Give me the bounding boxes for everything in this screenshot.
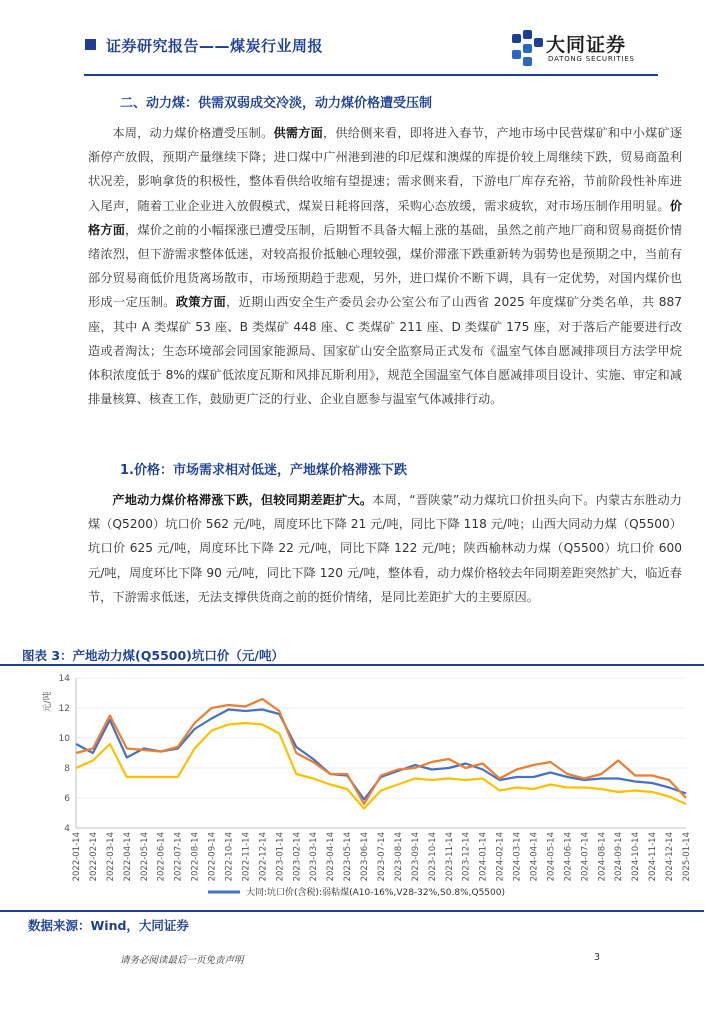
x-tick-label: 2022-03-14 xyxy=(105,832,116,882)
x-tick-label: 2024-07-14 xyxy=(580,832,591,882)
x-tick-label: 2025-01-14 xyxy=(682,832,692,882)
figure-source: 数据来源：Wind，大同证券 xyxy=(28,918,189,933)
x-tick-label: 2022-07-14 xyxy=(173,832,184,882)
x-tick-label: 2024-06-14 xyxy=(563,832,574,882)
x-tick-label: 2024-04-14 xyxy=(529,832,540,882)
chart-y-ticks xyxy=(59,674,71,834)
figure-title: 图表 3：产地动力煤(Q5500)坑口价（元/吨） xyxy=(22,648,284,663)
x-tick-label: 2022-08-14 xyxy=(190,832,201,882)
x-tick-label: 2024-02-14 xyxy=(495,832,506,882)
x-tick-label: 2023-08-14 xyxy=(393,832,404,882)
x-tick-label: 2022-09-14 xyxy=(207,832,218,882)
para1-text-3: ，煤价之前的小幅探涨已遭受压制，后期暂不具备大幅上涨的基础，虽然之前产地厂商和贸易商挺价情绪浓烈，但下游需求整体低迷，对较高报价抵触心理较强，煤价滞涨下跌重新转为弱势也是预期之中，当前有部分贸易商低价甩货离场散市，市场预期趋于悲观，另外，进口煤价不断下调，具有一定优势，对国内煤价也形成一定压制。 xyxy=(88,222,683,310)
x-tick-label: 2023-11-14 xyxy=(444,832,455,882)
subsection-heading: 1.价格：市场需求相对低迷，产地煤价格滞涨下跌 xyxy=(120,463,407,478)
x-tick-label: 2024-12-14 xyxy=(665,832,676,882)
y-tick-label: 4 xyxy=(64,824,70,834)
x-tick-label: 2022-02-14 xyxy=(88,832,99,882)
y-tick-label: 8 xyxy=(64,764,70,774)
figure-bottom-rule xyxy=(0,910,704,912)
header-title: 证券研究报告——煤炭行业周报 xyxy=(106,37,324,55)
para1-bold-policy: 政策方面 xyxy=(175,295,227,310)
x-tick-label: 2022-12-14 xyxy=(258,832,269,882)
y-tick-label: 10 xyxy=(58,734,70,744)
series-line-3 xyxy=(76,723,686,809)
para1-text-4: ，近期山西安全生产委员会办公室公布了山西省 2025 年度煤矿分类名单，共 887 座，其中 A 类煤矿 53 座、B 类煤矿 448 座、C 类煤矿 211 座、D 类煤矿 175 座，对于落后产能要进行改造或者淘汰；生态环境部会同国家能源局、国家矿山安全监察局正式发布《温室气体自愿减排项目方法学甲烷体积浓度低于 8%的煤矿低浓度瓦斯和风排瓦斯利用》，规范全国温室气体自愿减排项目设计、实施、审定和减排量核算、核查工作，鼓励更广泛的行业、企业自愿参与温室气体减排行动。 xyxy=(88,295,683,407)
x-tick-label: 2023-09-14 xyxy=(410,832,421,882)
para2-text-1: 本周，“晋陕蒙”动力煤坑口价扭头向下。内蒙古东胜动力煤（Q5200）坑口价 562 元/吨，周度环比下降 21 元/吨，同比下降 118 元/吨；山西大同动力煤（Q5500）坑口价 625 元/吨，周度环比下降 22 元/吨，同比下降 122 元/吨；陕西榆林动力煤（Q5500）坑口价 600 元/吨，周度环比下降 90 元/吨，同比下降 120 元/吨，整体看，动力煤价格较去年同期差距突然扩大，临近春节，下游需求低迷，无法支撑供货商之前的挺价情绪，是同比差距扩大的主要原因。 xyxy=(88,493,682,604)
x-tick-label: 2022-01-14 xyxy=(72,832,82,882)
paragraph-supply-demand xyxy=(88,121,682,411)
x-tick-label: 2024-01-14 xyxy=(478,832,489,882)
para1-text-2: ，供给侧来看，即将进入春节，产地市场中民营煤矿和中小煤矿逐渐停产放假，预期产量继续下降；进口煤中广州港到港的印尼煤和澳煤的库提价较上周继续下跌，贸易商盈利状况差，影响拿货的积极性，整体看供给收缩有望提速；需求侧来看，下游电厂库存充裕，节前阶段性补库进入尾声，随着工业企业进入放假模式，煤炭日耗将回落，采购心态放缓，需求疲软，对市场压制作用明显。 xyxy=(88,126,683,213)
x-tick-label: 2023-10-14 xyxy=(427,832,438,882)
x-tick-label: 2023-03-14 xyxy=(309,832,320,882)
x-tick-label: 2023-06-14 xyxy=(360,832,371,882)
chart-series xyxy=(76,699,686,809)
logo-english-name: DATONG SECURITIES xyxy=(548,55,635,63)
section-heading: 二、动力煤：供需双弱成交冷淡，动力煤价格遭受压制 xyxy=(120,96,433,111)
chart-x-ticks xyxy=(72,832,692,881)
x-tick-label: 2024-03-14 xyxy=(512,832,523,882)
header-divider xyxy=(84,74,658,76)
chart-grid xyxy=(76,678,686,828)
coal-price-line-chart xyxy=(14,668,704,904)
paragraph-price xyxy=(88,488,682,609)
para1-bold-price: 价格方面 xyxy=(88,198,682,237)
para2-bold-lead: 产地动力煤价格滞涨下跌，但较同期差距扩大。 xyxy=(112,493,373,507)
x-tick-label: 2024-08-14 xyxy=(597,832,608,882)
x-tick-label: 2022-06-14 xyxy=(156,832,167,882)
x-tick-label: 2024-11-14 xyxy=(648,832,659,882)
chart-y-axis-label: 元/吨 xyxy=(43,691,53,713)
chart-legend xyxy=(208,886,505,898)
datong-logo-mark xyxy=(512,30,543,66)
x-tick-label: 2023-02-14 xyxy=(292,832,303,882)
x-tick-label: 2022-10-14 xyxy=(224,832,235,882)
para1-bold-supply: 供需方面 xyxy=(273,126,323,140)
x-tick-label: 2022-05-14 xyxy=(139,832,150,882)
y-tick-label: 14 xyxy=(58,674,70,684)
header-square-mark xyxy=(85,39,96,50)
figure-top-rule xyxy=(0,664,704,666)
para1-text-1: 本周，动力煤价格遭受压制。 xyxy=(112,126,274,140)
footer-disclaimer: 请务必阅读最后一页免责声明 xyxy=(120,955,244,966)
x-tick-label: 2023-07-14 xyxy=(377,832,387,882)
x-tick-label: 2022-04-14 xyxy=(122,832,133,882)
y-tick-label: 6 xyxy=(64,794,70,804)
y-tick-label: 12 xyxy=(58,704,70,714)
x-tick-label: 2023-12-14 xyxy=(461,832,472,882)
x-tick-label: 2023-04-14 xyxy=(326,832,337,882)
page-number: 3 xyxy=(594,952,601,963)
x-tick-label: 2023-01-14 xyxy=(275,832,286,882)
x-tick-label: 2024-05-14 xyxy=(546,832,557,882)
x-tick-label: 2024-09-14 xyxy=(614,832,625,882)
logo-chinese-name: 大同证券 xyxy=(546,34,627,56)
x-tick-label: 2024-10-14 xyxy=(631,832,642,882)
x-tick-label: 2023-05-14 xyxy=(343,832,354,882)
series-line-1 xyxy=(76,710,686,800)
legend-label: 大同:坑口价(含税):弱粘煤(A10-16%,V28-32%,S0.8%,Q5500) xyxy=(246,888,505,898)
x-tick-label: 2022-11-14 xyxy=(241,832,252,882)
